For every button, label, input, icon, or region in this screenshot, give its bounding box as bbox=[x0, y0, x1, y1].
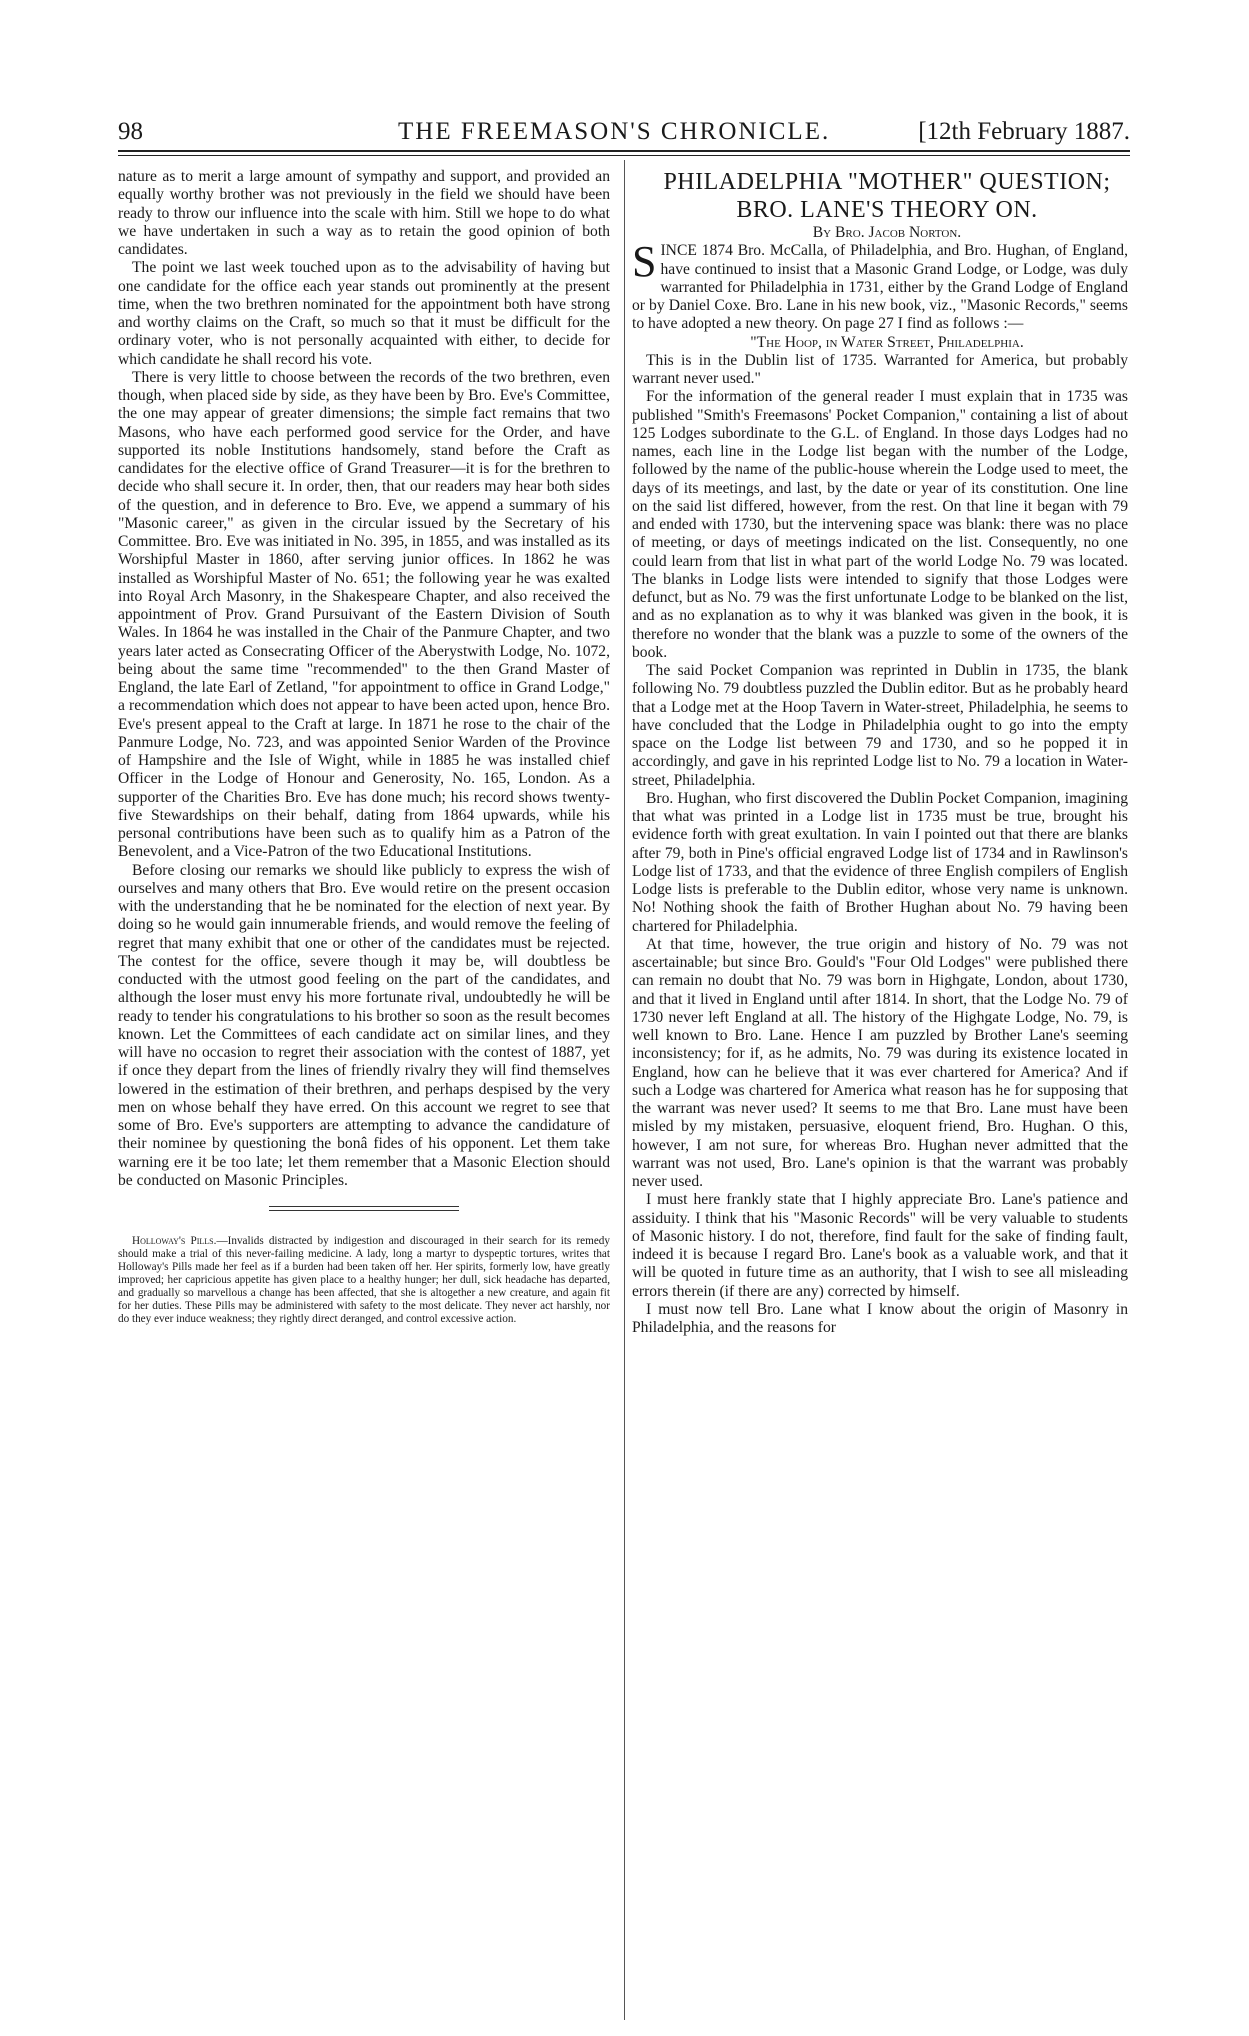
right-paragraph-1: For the information of the general reader I must explain that in 1735 was published "Smith's Freemasons' Pocket Companion," containing a list of about 125 Lodges subordinate to the G.L. of England. In those days Lodges had no names, each line in the Lodge list began with the number of the Lodge, followed by the name of the public-house wherein the Lodge used to meet, the days of its meetings, and last, by the date or year of its constitution. One line on the said list differed, however, from the rest. On that line it began with 79 and ended with 1730, but the intervening space was blank: there was no place of meeting, or days of meetings indicated on the list. Consequently, no one could learn from that list in what part of the world Lodge No. 79 was located. The blanks in Lodge lists were intended to signify that those Lodges were defunct, but as No. 79 was the first unfortunate Lodge to be blanked on the list, and as no explanation as to why it was blanked was given in the book, it is therefore no wonder that the blank was a puzzle to some of the owners of the book. bbox=[632, 388, 1128, 661]
advert-title: Holloway's Pills. bbox=[132, 1235, 217, 1247]
article-opening-paragraph bbox=[632, 237, 1128, 333]
right-paragraph-6: I must now tell Bro. Lane what I know about the origin of Masonry in Philadelphia, and the reasons for bbox=[632, 1300, 1128, 1336]
left-column bbox=[118, 168, 610, 1326]
right-paragraph-5: I must here frankly state that I highly appreciate Bro. Lane's patience and assiduity. I think that his "Masonic Records" will be very valuable to students of Masonic history. I do not, therefore, find fault for the sake of finding fault, indeed it is because I regard Bro. Lane's book as a valuable work, and that it will be quoted in future time as an authority, that I wish to see all misleading errors therein (if there are any) corrected by himself. bbox=[632, 1191, 1128, 1300]
page-number: 98 bbox=[118, 118, 143, 145]
publication-title: THE FREEMASON'S CHRONICLE. bbox=[398, 118, 831, 145]
right-paragraph-4: At that time, however, the true origin and history of No. 79 was not ascertainable; but since Bro. Gould's "Four Old Lodges" were published there can remain no doubt that No. 79 was born in Highgate, London, about 1730, and that it lived in England until after 1814. In short, that the Lodge No. 79 of 1730 never left England at all. The history of the Highgate Lodge, No. 79, is well known to Bro. Lane. Hence I am puzzled by Brother Lane's seeming inconsistency; for if, as he admits, No. 79 was during its existence located in England, how can he believe that it was ever chartered for America? And if such a Lodge was chartered for America what reason has he for supposing that the warrant was never used? It seems to me that Bro. Lane must have been misled by my mistaken, persuasive, eloquent friend, Bro. Hughan. O this, however, I am not sure, for whereas Bro. Hughan never admitted that the warrant was not used, Bro. Lane's opinion is that the warrant was probably never used. bbox=[632, 935, 1128, 1190]
left-paragraph-1: nature as to merit a large amount of sympathy and support, and provided an equally worthy brother was not previously in the field we should have been ready to throw our influence into the scale with him. Still we hope to do what we have undertaken in such a way as to retain the good opinion of both candidates. bbox=[118, 168, 610, 258]
left-paragraph-2: The point we last week touched upon as to the advisability of having but one candidate for the office each year stands out prominently at the present time, when the two brethren nominated for the appointment both have strong and worthy claims on the Craft, so much so that it must be difficult for the ordinary voter, who is not personally acquainted with either, to decide for which candidate he shall record his vote. bbox=[118, 259, 610, 368]
article-title-line-2: BRO. LANE'S THEORY ON. bbox=[736, 197, 1038, 223]
quote-text: This is in the Dublin list of 1735. Warranted for America, but probably warrant never used." bbox=[632, 351, 1128, 387]
header-rule-thin bbox=[118, 155, 1130, 156]
page-header bbox=[118, 118, 1130, 152]
article-title-line-1: PHILADELPHIA "MOTHER" QUESTION; bbox=[663, 169, 1111, 195]
quote-heading: "The Hoop, in Water Street, Philadelphia. bbox=[750, 333, 1024, 351]
opening-text: INCE 1874 Bro. McCalla, of Philadelphia, and Bro. Hughan, of England, have continued to insist that a Masonic Grand Lodge, or Lodge, was duly warranted for Philadelphia in 1731, either by the Grand Lodge of England or by Daniel Coxe. Bro. Lane in his new book, viz., "Masonic Records," seems to have adopted a new theory. On page 27 I find as follows :— bbox=[632, 242, 1128, 333]
advert-text: —Invalids distracted by indigestion and discouraged in their search for its remedy should make a trial of this never-failing medicine. A lady, long a martyr to dyspeptic tortures, writes that Holloway's Pills made her feel as if a burden had been taken off her. Her spirits, formerly low, have greatly improved; her capricious appetite has given place to a healthy hunger; her dull, sick headache has departed, and gradually so marvellous a change has been affected, that she is altogether a new creature, and again fit for her duties. These Pills may be administered with safety to the most delicate. They never act harshly, nor do they ever induce weakness; they rightly direct deranged, and control excessive action. bbox=[118, 1235, 610, 1325]
article-byline: By Bro. Jacob Norton. bbox=[812, 224, 962, 241]
header-rule bbox=[118, 150, 1130, 152]
right-paragraph-2: The said Pocket Companion was reprinted in Dublin in 1735, the blank following No. 79 doubtless puzzled the Dublin editor. But as he probably heard that a Lodge met at the Hoop Tavern in Water-street, Philadelphia, he seems to have concluded that the Lodge in Philadelphia ought to go into the empty space on the Lodge list between 79 and 1730, and so he popped it in accordingly, and gave in his reprinted Lodge list to No. 79 a location in Water-street, Philadelphia. bbox=[632, 662, 1128, 789]
right-paragraph-3: Bro. Hughan, who first discovered the Dublin Pocket Companion, imagining that what was printed in a Lodge list in 1735 must be true, brought his evidence forth with great exultation. In vain I pointed out that there are blanks after 79, both in Pine's official engraved Lodge list of 1734 and in Rawlinson's Lodge list of 1733, and that the evidence of three English compilers of English Lodge lists is preferable to the Dublin editor, whose very name is unknown. No! Nothing shook the faith of Brother Hughan about No. 79 having been chartered for Philadelphia. bbox=[632, 789, 1128, 935]
right-column bbox=[632, 168, 1128, 1337]
drop-cap: S bbox=[632, 237, 657, 287]
advertisement bbox=[118, 1235, 610, 1326]
left-paragraph-4: Before closing our remarks we should like publicly to express the wish of ourselves and many others that Bro. Eve would retire on the present occasion with the understanding that he be nominated for the election of next year. By doing so he would gain innumerable friends, and would remove the feeling of regret that many exhibit that one or other of the candidates must be rejected. The contest for the office, severe though it may be, will doubtless be conducted with the utmost good feeling on the part of the candidates, and although the loser must envy his more fortunate rival, undoubtedly he will be ready to tender his congratulations to his brother so soon as the result becomes known. Let the Committees of each candidate act on similar lines, and they will have no occasion to regret their association with the contest of 1887, yet if once they depart from the lines of friendly rivalry they will find themselves lowered in the estimation of their brethren, and perhaps despised by the very men on whose behalf they have erred. On this account we regret to see that some of Bro. Eve's supporters are attempting to advance the candidature of their nominee by questioning the bonâ fides of his opponent. Let them take warning ere it be too late; let them remember that a Masonic Election should be conducted on Masonic Principles. bbox=[118, 861, 610, 1189]
section-separator bbox=[269, 1206, 459, 1211]
column-divider bbox=[624, 160, 625, 2020]
left-paragraph-3: There is very little to choose between the records of the two brethren, even though, when placed side by side, as they have been by Bro. Eve's Committee, the one may appear of greater dimensions; the simple fact remains that two Masons, who have each performed good service for the Order, and have supported its noble Institutions handsomely, stand before the Craft as candidates for the elective office of Grand Treasurer—it is for the brethren to decide who shall secure it. In order, then, that our readers may hear both sides of the question, and in deference to Bro. Eve, we append a summary of his "Masonic career," as given in the circular issued by the Secretary of his Committee. Bro. Eve was initiated in No. 395, in 1855, and was installed as its Worshipful Master in 1860, after serving junior offices. In 1862 he was installed as Worshipful Master of No. 651; the following year he was exalted into Royal Arch Masonry, in the Shakespeare Chapter, and also received the appointment of Prov. Grand Pursuivant of the Eastern Division of South Wales. In 1864 he was installed in the Chair of the Panmure Chapter, and two years later acted as Consecrating Officer of the Aberystwith Lodge, No. 1072, being about the same time "recommended" to the then Grand Master of England, the late Earl of Zetland, "for appointment to office in Grand Lodge," a recommendation which does not appear to have been acted upon, hence Bro. Eve's present appeal to the Craft at large. In 1871 he rose to the chair of the Panmure Lodge, No. 723, and was appointed Senior Warden of the Province of Hampshire and the Isle of Wight, while in 1885 he was installed chief Officer in the Lodge of Honour and Generosity, No. 165, London. As a supporter of the Charities Bro. Eve has done much; his record shows twenty-five Stewardships on their behalf, dating from 1864 upwards, while his personal contributions have been such as to qualify him as a Patron of the Benevolent, and a Vice-Patron of the two Educational Institutions. bbox=[118, 368, 610, 861]
issue-date: [12th February 1887. bbox=[918, 118, 1130, 145]
